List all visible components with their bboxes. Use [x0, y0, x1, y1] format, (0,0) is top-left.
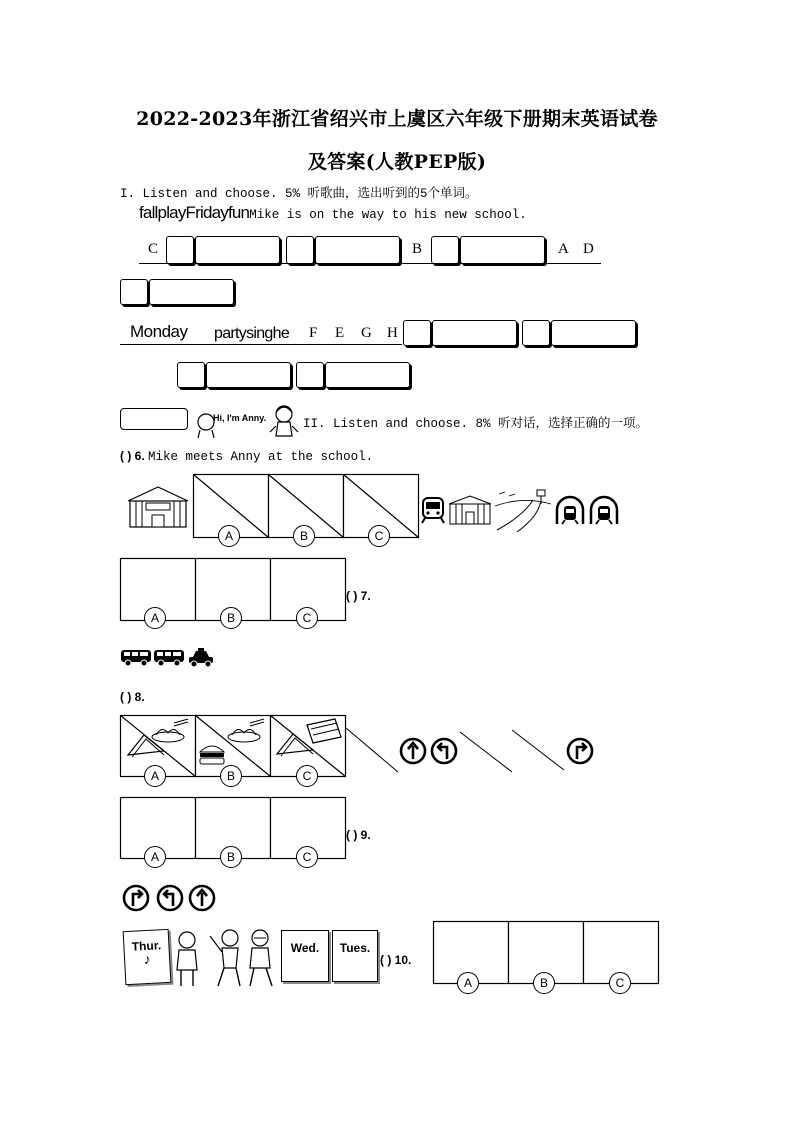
turn-left-arrow-icon — [156, 884, 184, 912]
word-monday: Monday — [130, 322, 188, 341]
taxi-icon — [188, 648, 214, 668]
q8-option-c[interactable]: C — [296, 765, 318, 787]
word-friday: Friday — [185, 203, 228, 222]
answer-box-wide[interactable] — [149, 279, 234, 305]
answer-box-small[interactable] — [177, 362, 205, 388]
girl-anny-icon — [192, 402, 302, 438]
q6-option-a[interactable]: A — [218, 525, 240, 547]
bus-icon — [153, 649, 185, 667]
letter-h: H — [387, 325, 398, 341]
answer-box-small[interactable] — [431, 236, 459, 264]
answer-box-small[interactable] — [166, 236, 194, 264]
q7-option-b[interactable]: B — [220, 607, 242, 629]
word-he: he — [272, 325, 290, 342]
q9-number: 9. — [360, 828, 371, 842]
q6-text: Mike meets Anny at the school. — [148, 450, 374, 464]
teacher-conductor-icon — [208, 928, 248, 988]
letter-b: B — [412, 241, 423, 257]
calendar-wednesday-icon — [281, 930, 329, 982]
section2-heading: II. Listen and choose. 8% 听对话，选择正确的一项。 — [303, 417, 649, 431]
q9-option-b[interactable]: B — [220, 846, 242, 868]
diagonal-line — [458, 730, 516, 776]
answer-box-small[interactable] — [286, 236, 314, 264]
q6-option-c[interactable]: C — [368, 525, 390, 547]
q6-number: 6. — [134, 449, 145, 463]
sentence-mike: Mike is on the way to his new school. — [249, 208, 527, 222]
q10-option-a[interactable]: A — [457, 972, 479, 994]
calendar-wednesday-label: Wed. — [290, 941, 320, 955]
bus-icon — [120, 649, 152, 667]
letter-f: F — [309, 325, 318, 341]
answer-box-small[interactable] — [403, 320, 431, 346]
straight-arrow-icon — [399, 737, 427, 765]
noodles-icon — [150, 719, 190, 743]
q10-number: 10. — [394, 953, 412, 967]
q9-option-a[interactable]: A — [144, 846, 166, 868]
q7-option-a[interactable]: A — [144, 607, 166, 629]
school-building-small-icon — [447, 494, 493, 526]
subway-icon — [555, 496, 585, 526]
straight-arrow-icon — [188, 884, 216, 912]
q8-paren[interactable]: ( ) — [120, 690, 132, 704]
answer-box-wide[interactable] — [325, 362, 410, 388]
q7-paren[interactable]: ( ) — [346, 589, 358, 603]
word-sing: sing — [246, 325, 273, 342]
word-fun: fun — [227, 203, 250, 222]
q6-option-b[interactable]: B — [293, 525, 315, 547]
boy-glasses-icon — [244, 928, 278, 988]
q8-option-a[interactable]: A — [144, 765, 166, 787]
calendar-tuesday-label: Tues. — [339, 941, 371, 955]
song-words-row1 — [139, 203, 527, 229]
diagonal-line — [344, 726, 404, 776]
q9-paren[interactable]: ( ) — [346, 828, 358, 842]
q7-option-c[interactable]: C — [296, 607, 318, 629]
school-building-icon — [126, 485, 190, 529]
hamburger-icon — [198, 742, 226, 766]
word-play: play — [157, 203, 186, 222]
page-title: 2022-2023年浙江省绍兴市上虞区六年级下册期末英语试卷 — [136, 108, 658, 130]
speech-bubble-text: Hi, I'm Anny. — [213, 413, 267, 423]
answer-box-wide[interactable] — [432, 320, 517, 346]
word-fall: fall — [139, 203, 158, 222]
q8-option-b[interactable]: B — [220, 765, 242, 787]
cake-icon — [305, 717, 343, 745]
turn-left-arrow-icon — [430, 737, 458, 765]
song-words-row2 — [214, 325, 289, 343]
answer-box-wide[interactable] — [460, 236, 545, 264]
answer-box-small[interactable] — [120, 279, 148, 305]
train-icon — [420, 496, 446, 524]
answer-box-wide[interactable] — [551, 320, 636, 346]
q10-option-b[interactable]: B — [533, 972, 555, 994]
letter-g: G — [361, 325, 372, 341]
calendar-thursday-icon — [123, 929, 172, 985]
letter-a: A — [558, 241, 569, 257]
section1-heading: I. Listen and choose. 5% 听歌曲，选出听到的5个单词。 — [120, 187, 478, 201]
underline-row2 — [120, 344, 402, 345]
q6-paren[interactable]: ( ) — [120, 449, 132, 463]
letter-c: C — [148, 241, 159, 257]
answer-box-wide[interactable] — [206, 362, 291, 388]
turn-right-arrow-icon — [122, 884, 150, 912]
subway-icon — [589, 496, 619, 526]
diagonal-line — [510, 728, 568, 774]
letter-e: E — [335, 325, 345, 341]
answer-box-small[interactable] — [296, 362, 324, 388]
music-note-icon: ♪ — [143, 952, 152, 969]
answer-box-wide[interactable] — [315, 236, 400, 264]
road-scene-icon — [493, 486, 553, 532]
calendar-tuesday-icon — [332, 930, 378, 982]
turn-right-arrow-icon — [566, 737, 594, 765]
q7-number: 7. — [360, 589, 371, 603]
page-subtitle: 及答案(人教PEP版) — [307, 151, 487, 173]
q9-option-c[interactable]: C — [296, 846, 318, 868]
answer-box-small[interactable] — [522, 320, 550, 346]
blank-label-box — [120, 408, 188, 430]
q8-number: 8. — [134, 690, 145, 704]
q10-option-c[interactable]: C — [609, 972, 631, 994]
word-party: party — [214, 325, 247, 342]
noodles-icon — [226, 719, 266, 743]
calendar-thursday-label: Thur. — [131, 938, 162, 954]
answer-box-wide[interactable] — [195, 236, 280, 264]
boy-student-icon — [167, 930, 207, 988]
letter-d: D — [583, 241, 594, 257]
q10-paren[interactable]: ( ) — [380, 953, 392, 967]
